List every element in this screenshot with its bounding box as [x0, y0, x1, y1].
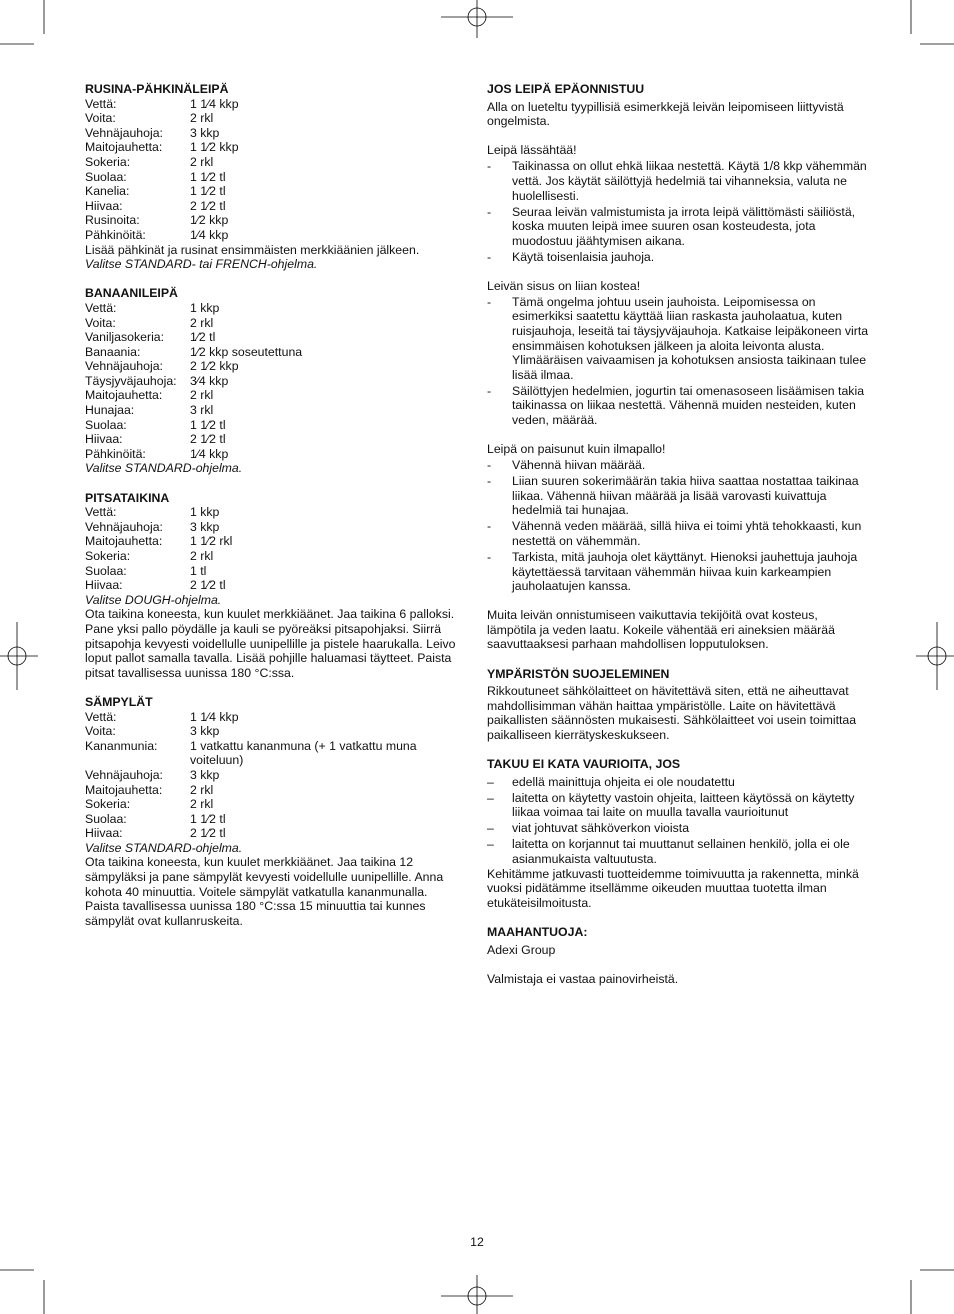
ingredient-row — [85, 578, 465, 593]
ingredient-amount: 1⁄4 kkp — [190, 227, 229, 242]
ingredient-amount: 1 1⁄4 kkp — [190, 709, 239, 724]
ingredient-amount: 1 1⁄2 tl — [190, 184, 226, 199]
ingredient-row — [85, 184, 465, 199]
ingredient-row — [85, 739, 465, 768]
ingredient-amount: 2 1⁄2 tl — [190, 578, 226, 593]
ingredient-amount: 2 1⁄2 tl — [190, 198, 226, 213]
ingredient-amount: 1⁄2 kkp — [190, 213, 229, 228]
bullet-text: Käytä toisenlaisia jauhoja. — [512, 249, 655, 264]
bullet-text: Vähennä veden määrää, sillä hiiva ei toimi yhtä tehokkaasti, kun nestettä on vähemmän. — [512, 519, 862, 548]
ingredient-name: Vehnäjauhoja: — [85, 125, 163, 140]
ingredient-name: Pähkinöitä: — [85, 446, 146, 461]
ingredient-amount: 3 kkp — [190, 767, 220, 782]
ingredient-amount: 3 kkp — [190, 724, 220, 739]
ingredient-amount: 3⁄4 kkp — [190, 373, 229, 388]
ingredient-name: Maitojauhetta: — [85, 534, 163, 549]
ingredient-row — [85, 549, 465, 564]
ingredient-name: Suolaa: — [85, 563, 127, 578]
bullet-text: Tämä ongelma johtuu usein jauhoista. Leipomisessa on esimerkiksi saatettu käyttää liian raskasta jauholaatua, kuten ruisjauhoja, leseitä tai täysjyväjauhoja. Katkaise leipäkoneen virta ensimmäisen kohotuksen jälkeen ja aloita leivonta alusta. Ylimääräisen vaivaamisen ja kohotuksen ansiosta taikinaan tulee lisää ilmaa. — [512, 294, 869, 382]
ingredient-amount: 2 rkl — [190, 797, 214, 812]
bullet-item — [487, 821, 869, 836]
ingredient-row — [85, 126, 465, 141]
sub-heading: Leivän sisus on liian kostea! — [487, 278, 641, 293]
bullet-mark: - — [487, 458, 492, 473]
ingredient-name: Voita: — [85, 315, 116, 330]
ingredient-row — [85, 724, 465, 739]
paragraph: Muita leivän onnistumiseen vaikuttavia tekijöitä ovat kosteus, lämpötila ja veden laatu. Kokeile vähentää eri aineksien määrää saavuttaaksesi parhaan mahdollisen lopputuloksen. — [487, 608, 835, 652]
ingredient-name: Voita: — [85, 724, 116, 739]
bullet-text: Tarkista, mitä jauhoja olet käyttänyt. Hienoksi jauhettuja jauhoja käytettäessä tarvitaan vähemmän hiivaa kuin karkeampien jauholaatujen kanssa. — [512, 549, 858, 594]
ingredient-row — [85, 374, 465, 389]
ingredient-row — [85, 213, 465, 228]
bullet-item — [487, 837, 869, 866]
recipe-section — [85, 286, 465, 476]
program-note: Valitse STANDARD-ohjelma. — [85, 840, 243, 855]
bullet-text: Seuraa leivän valmistumista ja irrota leipä välittömästi säiliöstä, koska muuten leipä imee suuren osan kosteudesta, jota muodostuu jäähtymisen aikana. — [512, 204, 856, 248]
ingredient-row — [85, 447, 465, 462]
recipe-section — [85, 695, 465, 929]
ingredient-amount: 2 1⁄2 kkp — [190, 359, 239, 374]
bullet-item — [487, 550, 869, 594]
ingredient-name: Hiivaa: — [85, 826, 123, 841]
bullet-mark: – — [487, 837, 494, 852]
recipe-section — [85, 82, 465, 272]
ingredient-name: Hiivaa: — [85, 198, 123, 213]
ingredient-amount: 1 1⁄2 tl — [190, 417, 226, 432]
info-section — [487, 667, 869, 743]
ingredient-name: Suolaa: — [85, 169, 127, 184]
left-column — [85, 82, 465, 943]
ingredient-amount: 2 rkl — [190, 388, 214, 403]
ingredient-name: Maitojauhetta: — [85, 140, 163, 155]
ingredient-name: Vehnäjauhoja: — [85, 767, 163, 782]
bullet-item — [487, 474, 869, 518]
bullet-item — [487, 205, 869, 249]
ingredient-amount: 2 rkl — [190, 154, 214, 169]
bullet-mark: – — [487, 821, 494, 836]
ingredient-row — [85, 432, 465, 447]
bullet-item — [487, 775, 869, 790]
paragraph: Kehitämme jatkuvasti tuotteidemme toimivuutta ja rakennetta, minkä vuoksi pidätämme itsellämme oikeuden muuttaa tuotetta ilman etukäteisilmoitusta. — [487, 866, 859, 910]
spacer — [487, 428, 869, 443]
ingredient-name: Hunajaa: — [85, 403, 135, 418]
ingredient-row — [85, 534, 465, 549]
ingredient-amount: 1 1⁄4 kkp — [190, 96, 239, 111]
ingredient-name: Vettä: — [85, 505, 117, 520]
program-note: Valitse STANDARD-ohjelma. — [85, 461, 243, 476]
ingredient-row — [85, 301, 465, 316]
right-column — [487, 82, 869, 1001]
ingredient-amount: 2 1⁄2 tl — [190, 826, 226, 841]
info-section — [487, 925, 869, 986]
recipe-title: PITSATAIKINA — [85, 490, 170, 505]
section-heading: JOS LEIPÄ EPÄONNISTUU — [487, 82, 645, 96]
ingredient-row — [85, 388, 465, 403]
ingredient-name: Vettä: — [85, 300, 117, 315]
ingredient-row — [85, 564, 465, 579]
bullet-mark: - — [487, 159, 492, 174]
ingredient-name: Sokeria: — [85, 549, 131, 563]
recipe-title: RUSINA-PÄHKINÄLEIPÄ — [85, 82, 229, 96]
page-number: 12 — [470, 1235, 484, 1249]
section-heading: MAAHANTUOJA: — [487, 924, 588, 939]
spacer — [487, 264, 869, 279]
registration-mark-bottom — [441, 1275, 513, 1314]
ingredient-amount: 1⁄2 tl — [190, 330, 216, 345]
ingredient-row — [85, 228, 465, 243]
section-heading: YMPÄRISTÖN SUOJELEMINEN — [487, 666, 670, 681]
ingredient-name: Hiivaa: — [85, 432, 123, 447]
ingredient-name: Vettä: — [85, 709, 117, 724]
ingredient-name: Sokeria: — [85, 797, 131, 812]
recipe-section — [85, 491, 465, 681]
ingredient-amount: 1 1⁄2 tl — [190, 811, 226, 826]
instruction-text: Ota taikina koneesta, kun kuulet merkkiäänet. Jaa taikina 6 palloksi. Pane yksi pallo pöydälle ja kauli se pyöreäksi pitsapohjaksi. Siirrä pitsapohja kevyesti voidellulle uunipellille ja pistele haarukalla. Leivo loput pallot samalla tavalla. Lisää pohjille haluamasi täytteet. Paista pitsat tavallisessa uunissa 180 °C:ssa. — [85, 607, 456, 680]
bullet-item — [487, 384, 869, 428]
sub-heading: Leipä on paisunut kuin ilmapallo! — [487, 442, 666, 457]
ingredient-row — [85, 97, 465, 112]
ingredient-amount: 2 rkl — [190, 111, 214, 126]
bullet-mark: - — [487, 294, 492, 309]
ingredient-amount: 1 1⁄2 rkl — [190, 534, 233, 549]
paragraph: Adexi Group — [487, 942, 556, 957]
ingredient-amount: 1 1⁄2 tl — [190, 169, 226, 184]
ingredient-name: Maitojauhetta: — [85, 388, 163, 403]
registration-mark-right — [916, 622, 954, 690]
ingredient-name: Vehnäjauhoja: — [85, 359, 163, 374]
ingredient-name: Banaania: — [85, 344, 141, 359]
ingredient-row — [85, 140, 465, 155]
program-note: Valitse STANDARD- tai FRENCH-ohjelma. — [85, 257, 318, 272]
ingredient-amount: 2 rkl — [190, 315, 214, 330]
bullet-text: laitetta on korjannut tai muuttanut sellainen henkilö, jolla ei ole asianmukaista valtuutusta. — [512, 837, 850, 866]
bullet-item — [487, 250, 869, 265]
ingredient-name: Vehnäjauhoja: — [85, 519, 163, 534]
ingredient-name: Vettä: — [85, 96, 117, 111]
ingredient-row — [85, 345, 465, 360]
bullet-item — [487, 791, 869, 820]
ingredient-amount: 1⁄2 kkp soseutettuna — [190, 344, 303, 359]
ingredient-name: Rusinoita: — [85, 213, 140, 228]
ingredient-row — [85, 783, 465, 798]
ingredient-row — [85, 330, 465, 345]
ingredient-amount: 3 kkp — [190, 125, 220, 140]
ingredient-row — [85, 797, 465, 812]
ingredient-amount: 1⁄4 kkp — [190, 446, 229, 461]
ingredient-row — [85, 826, 465, 841]
bullet-item — [487, 458, 869, 473]
bullet-mark: – — [487, 774, 494, 789]
paragraph: Rikkoutuneet sähkölaitteet on hävitettävä siten, että ne aiheuttavat mahdollisimman vähän haittaa ympäristölle. Laite on hävitettävä paikallisten säännösten mukaisesti. Sähkölaitteet voi usein toimittaa paikalliseen kierrätyskeskukseen. — [487, 684, 857, 743]
spacer — [487, 957, 869, 972]
spacer — [487, 594, 869, 609]
ingredient-row — [85, 505, 465, 520]
ingredient-amount: 2 rkl — [190, 782, 214, 797]
bullet-text: Liian suuren sokerimäärän takia hiiva saattaa nostattaa taikinaa liikaa. Vähennä hiivan määrää ja lisää varovasti kuivattuja hedelmiä tai hunajaa. — [512, 474, 859, 518]
ingredient-amount: 1 1⁄2 kkp — [190, 140, 239, 155]
bullet-text: Taikinassa on ollut ehkä liikaa nestettä. Käytä 1/8 kkp vähemmän vettä. Jos käytät säilöttyjä hedelmiä tai vihanneksia, valuta ne huolellisesti. — [512, 159, 867, 203]
ingredient-name: Kananmunia: — [85, 738, 158, 753]
paragraph: Alla on lueteltu tyypillisiä esimerkkejä leivän leipomiseen liittyvistä ongelmista. — [487, 99, 844, 129]
ingredient-row — [85, 520, 465, 535]
ingredient-row — [85, 418, 465, 433]
ingredient-name: Suolaa: — [85, 417, 127, 432]
ingredient-name: Kanelia: — [85, 184, 130, 199]
ingredient-name: Täysjyväjauhoja: — [85, 373, 177, 388]
bullet-item — [487, 159, 869, 203]
ingredient-name: Hiivaa: — [85, 578, 123, 593]
registration-mark-top — [441, 0, 513, 38]
sub-heading: Leipä lässähtää! — [487, 143, 577, 158]
ingredient-name: Sokeria: — [85, 154, 131, 169]
ingredient-name: Suolaa: — [85, 811, 127, 826]
bullet-item — [487, 295, 869, 383]
instruction-text: Lisää pähkinät ja rusinat ensimmäisten merkkiäänien jälkeen. — [85, 242, 420, 257]
recipe-title: BANAANILEIPÄ — [85, 286, 178, 301]
bullet-item — [487, 519, 869, 548]
ingredient-row — [85, 155, 465, 170]
ingredient-amount: 3 rkl — [190, 403, 214, 418]
bullet-mark: - — [487, 204, 492, 219]
ingredient-amount: 2 rkl — [190, 549, 214, 563]
ingredient-row — [85, 199, 465, 214]
ingredient-amount: 1 kkp — [190, 505, 220, 520]
ingredient-row — [85, 111, 465, 126]
bullet-text: Vähennä hiivan määrää. — [512, 458, 646, 473]
ingredient-name: Pähkinöitä: — [85, 227, 146, 242]
ingredient-row — [85, 812, 465, 827]
bullet-mark: - — [487, 249, 492, 264]
ingredient-name: Voita: — [85, 111, 116, 126]
instruction-text: Ota taikina koneesta, kun kuulet merkkiäänet. Jaa taikina 12 sämpyläksi ja pane sämpylät kevyesti voidellulle uunipellille. Anna kohota 40 minuuttia. Voitele sämpylät vatkatulla kananmunalla. Paista tavallisessa uunissa 180 °C:ssa 15 minuuttia tai kunnes sämpylät ovat kullanruskeita. — [85, 855, 444, 928]
bullet-text: edellä mainittuja ohjeita ei ole noudatettu — [512, 774, 735, 789]
paragraph: Valmistaja ei vastaa painovirheistä. — [487, 971, 679, 986]
program-note: Valitse DOUGH-ohjelma. — [85, 592, 222, 607]
recipe-title: SÄMPYLÄT — [85, 694, 153, 709]
ingredient-name: Maitojauhetta: — [85, 782, 163, 797]
bullet-mark: - — [487, 549, 492, 564]
ingredient-amount: 1 tl — [190, 563, 207, 578]
bullet-mark: - — [487, 519, 492, 534]
ingredient-row — [85, 710, 465, 725]
registration-mark-left — [0, 622, 38, 690]
bullet-mark: - — [487, 383, 492, 398]
ingredient-row — [85, 768, 465, 783]
info-section — [487, 757, 869, 910]
info-section — [487, 82, 869, 652]
ingredient-amount: 1 kkp — [190, 300, 220, 315]
ingredient-row — [85, 403, 465, 418]
ingredient-amount: 3 kkp — [190, 519, 220, 534]
spacer — [487, 129, 869, 144]
bullet-text: Säilöttyjen hedelmien, jogurtin tai omenasoseen lisäämisen takia taikinassa on liikaa nestettä. Vähennä muiden nesteiden, kuten veden, määrää. — [512, 383, 865, 428]
ingredient-amount: 1 vatkattu kananmuna (+ 1 vatkattu muna voiteluun) — [190, 738, 417, 768]
ingredient-amount: 2 1⁄2 tl — [190, 432, 226, 447]
bullet-mark: - — [487, 474, 492, 489]
ingredient-row — [85, 170, 465, 185]
bullet-mark: – — [487, 790, 494, 805]
ingredient-row — [85, 316, 465, 331]
ingredient-name: Vaniljasokeria: — [85, 330, 165, 345]
section-heading: TAKUU EI KATA VAURIOITA, JOS — [487, 757, 681, 772]
bullet-text: laitetta on käytetty vastoin ohjeita, laitteen käytössä on käytetty liikaa voimaa tai laite on muulla tavalla vaurioitunut — [512, 790, 855, 820]
bullet-text: viat johtuvat sähköverkon vioista — [512, 821, 690, 836]
ingredient-row — [85, 359, 465, 374]
